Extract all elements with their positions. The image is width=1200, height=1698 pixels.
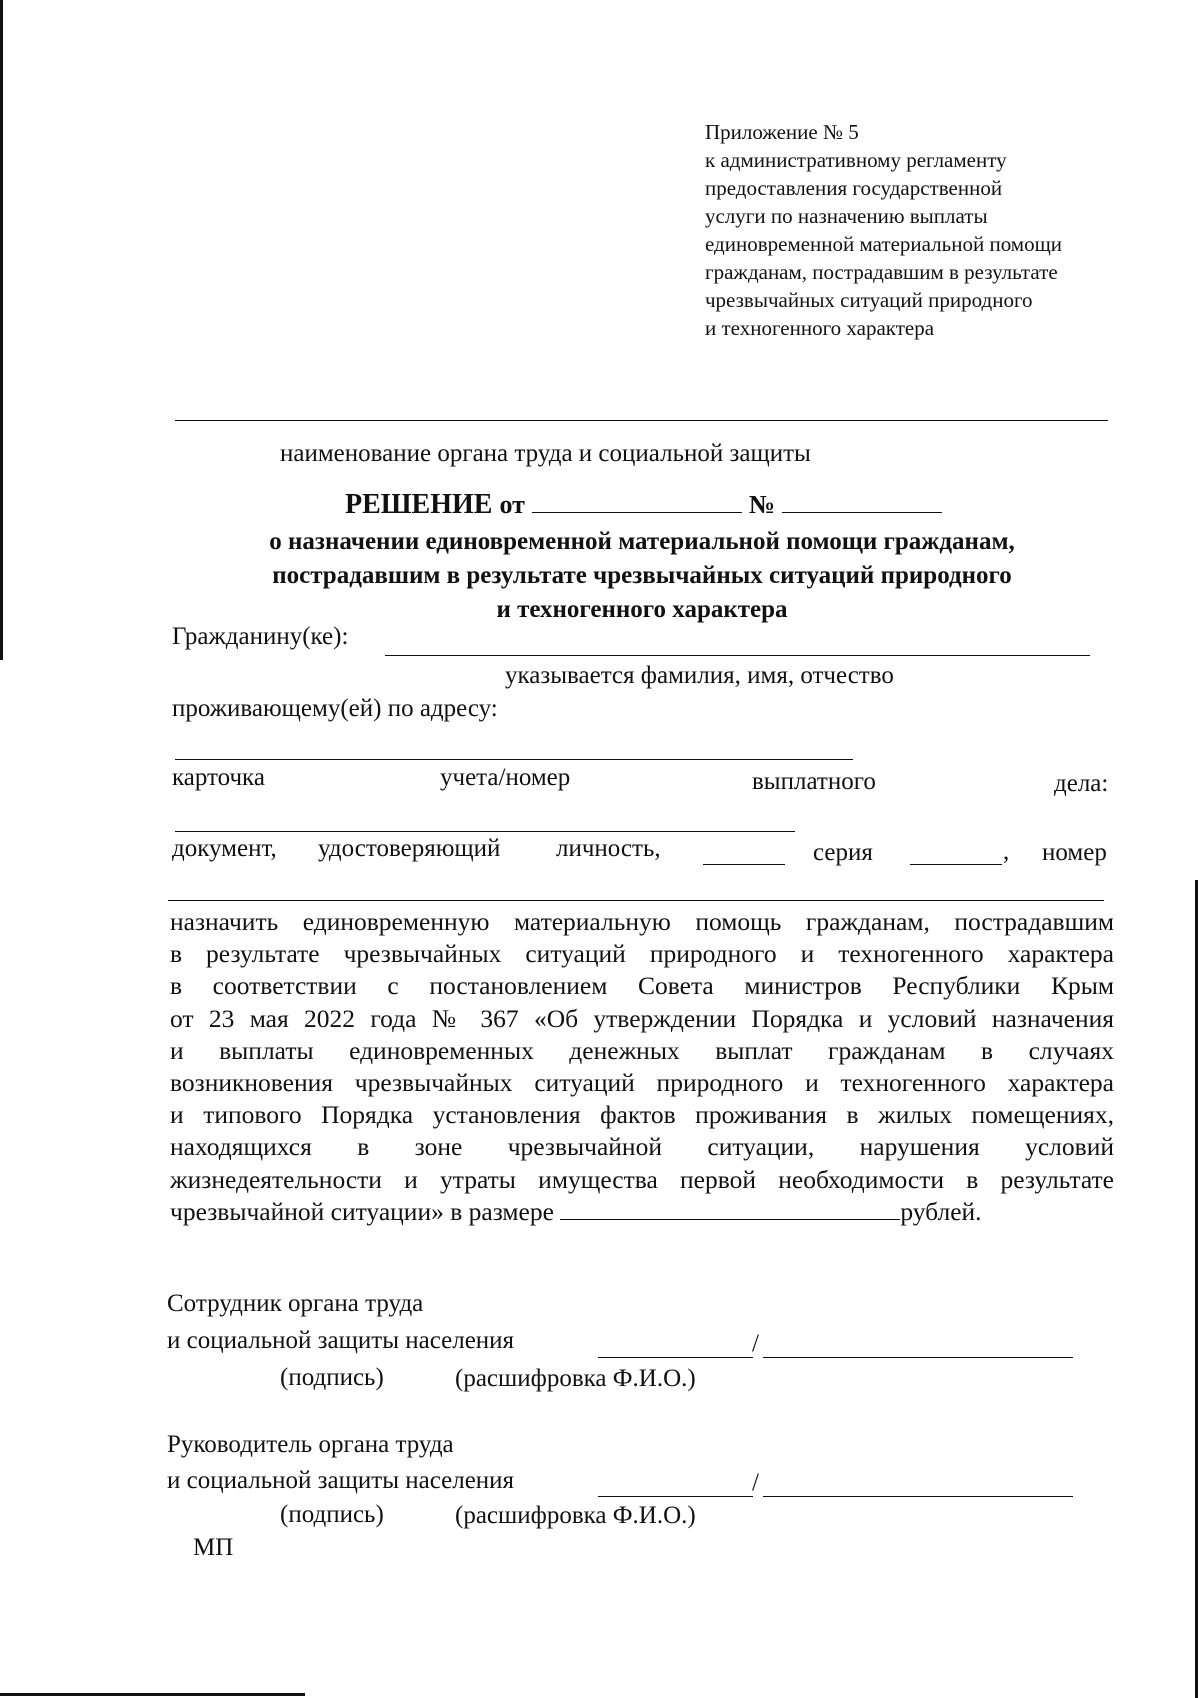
amount-prefix: чрезвычайной ситуации» в размере <box>170 1196 554 1226</box>
account-card-word: карточка <box>172 764 265 791</box>
head-slash: / <box>752 1469 759 1496</box>
appendix-line: к административному регламенту <box>705 148 1007 172</box>
amount-blank <box>560 1199 900 1220</box>
body-line: находящихся в зоне чрезвычайной ситуации, нарушения условий <box>170 1132 1114 1162</box>
employee-signature-line <box>598 1357 753 1358</box>
decision-title-word: РЕШЕНИЕ <box>345 489 493 520</box>
appendix-line: гражданам, пострадавшим в результате <box>705 260 1058 284</box>
organ-name-line <box>175 420 1108 421</box>
appendix-line: Приложение № 5 <box>705 120 859 144</box>
employee-title-line: Сотрудник органа труда <box>167 1290 424 1317</box>
body-line: в результате чрезвычайных ситуаций природного и техногенного характера <box>170 939 1114 969</box>
account-card-line <box>175 831 795 832</box>
citizen-name-line <box>385 655 1090 656</box>
employee-signature-caption: (подпись) <box>280 1364 384 1391</box>
body-line: и выплаты единовременных денежных выплат гражданам в случаях <box>170 1035 1114 1065</box>
stamp-label: МП <box>193 1534 234 1561</box>
appendix-line: предоставления государственной <box>705 176 1003 200</box>
scan-edge <box>0 1693 305 1696</box>
appendix-line: чрезвычайных ситуаций природного <box>705 288 1033 312</box>
amount-line <box>170 1196 1114 1228</box>
head-title-line: Руководитель органа труда <box>167 1431 454 1458</box>
head-name-line <box>763 1496 1073 1497</box>
id-document-type-blank <box>703 864 785 865</box>
organ-name-caption: наименование органа труда и социальной защиты <box>280 440 811 467</box>
account-card-word: дела: <box>1054 770 1109 797</box>
body-line: в соответствии с постановлением Совета министров Республики Крым <box>170 971 1114 1001</box>
appendix-line: услуги по назначению выплаты <box>705 204 988 228</box>
head-decode-caption: (расшифровка Ф.И.О.) <box>455 1502 696 1529</box>
id-number-label: номер <box>1042 839 1107 866</box>
head-signature-caption: (подпись) <box>280 1501 384 1528</box>
decision-date-blank <box>532 492 742 513</box>
decision-subtitle-line: о назначении единовременной материальной помощи гражданам, <box>269 528 1015 555</box>
employee-slash: / <box>752 1330 759 1357</box>
employee-title-line: и социальной защиты населения <box>167 1327 515 1354</box>
decision-number-blank <box>782 492 942 513</box>
body-line: от 23 мая 2022 года № 367 «Об утверждении Порядка и условий назначения <box>170 1003 1114 1033</box>
employee-decode-caption: (расшифровка Ф.И.О.) <box>455 1365 696 1392</box>
employee-name-line <box>763 1357 1073 1358</box>
appendix-header <box>705 118 1062 342</box>
id-comma: , <box>1003 838 1010 865</box>
address-line <box>175 759 853 760</box>
decision-number-sign: № <box>748 490 776 519</box>
appendix-line: и техногенного характера <box>705 316 935 340</box>
body-line: возникновения чрезвычайных ситуаций природного и техногенного характера <box>170 1067 1114 1097</box>
address-label: проживающему(ей) по адресу: <box>172 695 498 722</box>
decision-title <box>345 489 942 521</box>
head-signature-line <box>598 1496 753 1497</box>
id-series-blank <box>910 864 1002 865</box>
id-document-word: удостоверяющий <box>318 835 501 862</box>
id-number-line <box>168 900 1104 901</box>
id-document-word: документ, <box>172 835 277 862</box>
body-line: жизнедеятельности и утраты имущества первой необходимости в результате <box>170 1164 1114 1194</box>
account-card-word: выплатного <box>752 768 876 795</box>
decision-subtitle-line: пострадавшим в результате чрезвычайных ситуаций природного <box>272 562 1012 589</box>
decision-from-label: от <box>499 490 525 519</box>
body-line: назначить единовременную материальную помощь гражданам, пострадавшим <box>170 907 1114 936</box>
amount-suffix: рублей. <box>900 1196 982 1226</box>
account-card-word: учета/номер <box>440 764 571 791</box>
head-title-line: и социальной защиты населения <box>167 1467 515 1494</box>
id-series-label: серия <box>813 839 873 866</box>
scan-edge <box>1195 880 1198 1698</box>
decision-subtitle-line: и техногенного характера <box>496 596 788 623</box>
body-line: и типового Порядка установления фактов проживания в жилых помещениях, <box>170 1100 1114 1130</box>
id-document-word: личность, <box>556 835 661 862</box>
appendix-line: единовременной материальной помощи <box>705 232 1062 256</box>
citizen-name-caption: указывается фамилия, имя, отчество <box>505 662 894 689</box>
decision-body <box>170 906 1114 1228</box>
citizen-label: Гражданину(ке): <box>172 623 349 650</box>
scan-edge <box>0 0 3 660</box>
